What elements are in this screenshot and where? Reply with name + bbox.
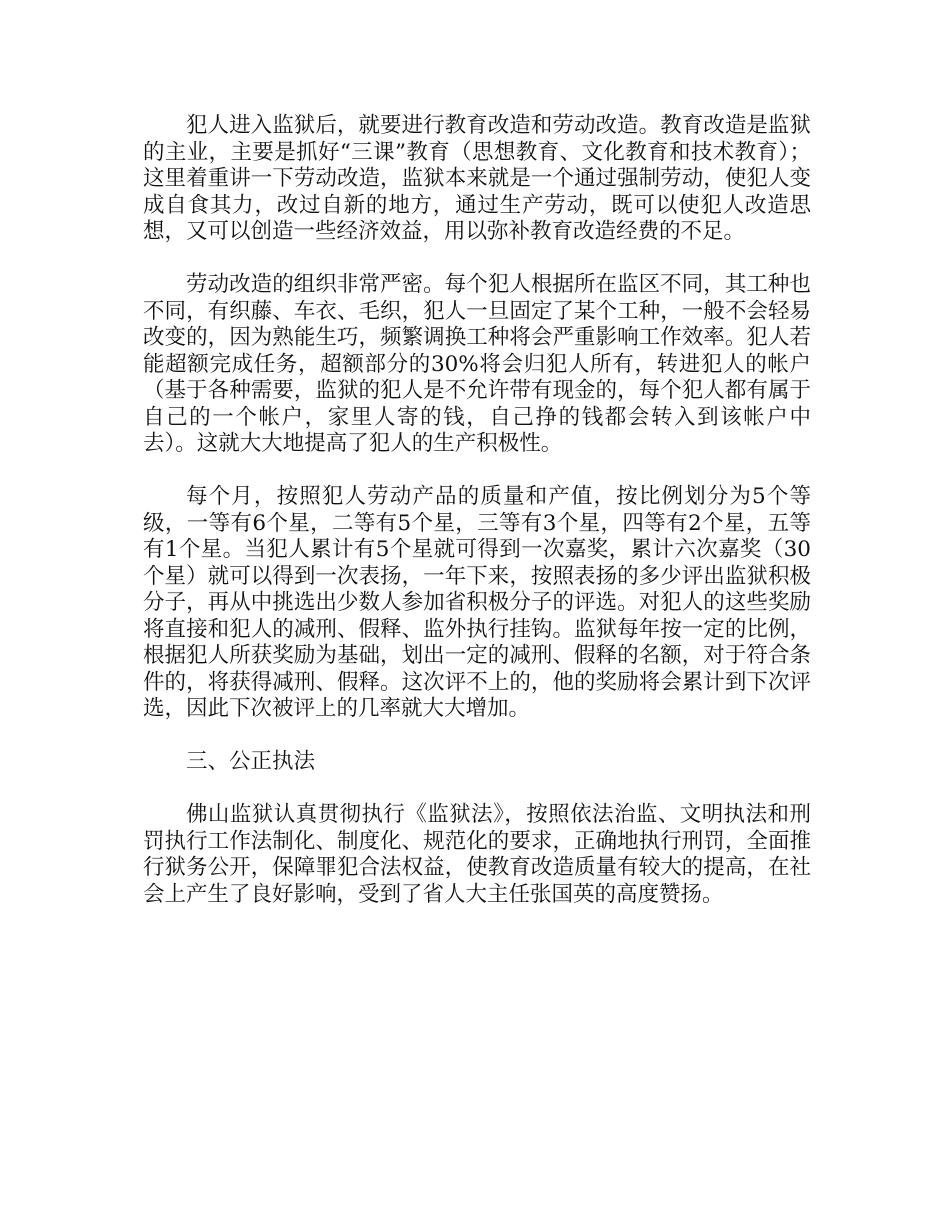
paragraph-labor-organization: 劳动改造的组织非常严密。每个犯人根据所在监区不同，其工种也不同，有织藤、车衣、毛织，犯人一旦固定了某个工种，一般不会轻易改变的，因为熟能生巧，频繁调换工种将会严重影响工作效率。犯人若能超额完成任务，超额部分的30%将会归犯人所有，转进犯人的帐户（基于各种需要，监狱的犯人是不允许带有现金的，每个犯人都有属于自己的一个帐户，家里人寄的钱，自己挣的钱都会转入到该帐户中去）。这就大大地提高了犯人的生产积极性。	[143, 272, 811, 456]
document-page	[143, 113, 811, 935]
section-heading: 三、公正执法	[186, 749, 316, 774]
paragraph-fair-enforcement: 佛山监狱认真贯彻执行《监狱法》，按照依法治监、文明执法和刑罚执行工作法制化、制度化、规范化的要求，正确地执行刑罚，全面推行狱务公开，保障罪犯合法权益，使教育改造质量有较大的提高，在社会上产生了良好影响，受到了省人大主任张国英的高度赞扬。	[143, 802, 811, 907]
paragraph-monthly-rating: 每个月，按照犯人劳动产品的质量和产值，按比例划分为5个等级，一等有6个星，二等有5个星，三等有3个星，四等有2个星，五等有1个星。当犯人累计有5个星就可得到一次嘉奖，累计六次嘉奖（30个星）就可以得到一次表扬，一年下来，按照表扬的多少评出监狱积极分子，再从中挑选出少数人参加省积极分子的评选。对犯人的这些奖励将直接和犯人的减刑、假释、监外执行挂钩。监狱每年按一定的比例，根据犯人所获奖励为基础，划出一定的减刑、假释的名额，对于符合条件的，将获得减刑、假释。这次评不上的，他的奖励将会累计到下次评选，因此下次被评上的几率就大大增加。	[143, 484, 811, 721]
paragraph-education-labor: 犯人进入监狱后，就要进行教育改造和劳动改造。教育改造是监狱的主业，主要是抓好“三课”教育（思想教育、文化教育和技术教育）；这里着重讲一下劳动改造，监狱本来就是一个通过强制劳动，使犯人变成自食其力，改过自新的地方，通过生产劳动，既可以使犯人改造思想，又可以创造一些经济效益，用以弥补教育改造经费的不足。	[143, 113, 811, 244]
